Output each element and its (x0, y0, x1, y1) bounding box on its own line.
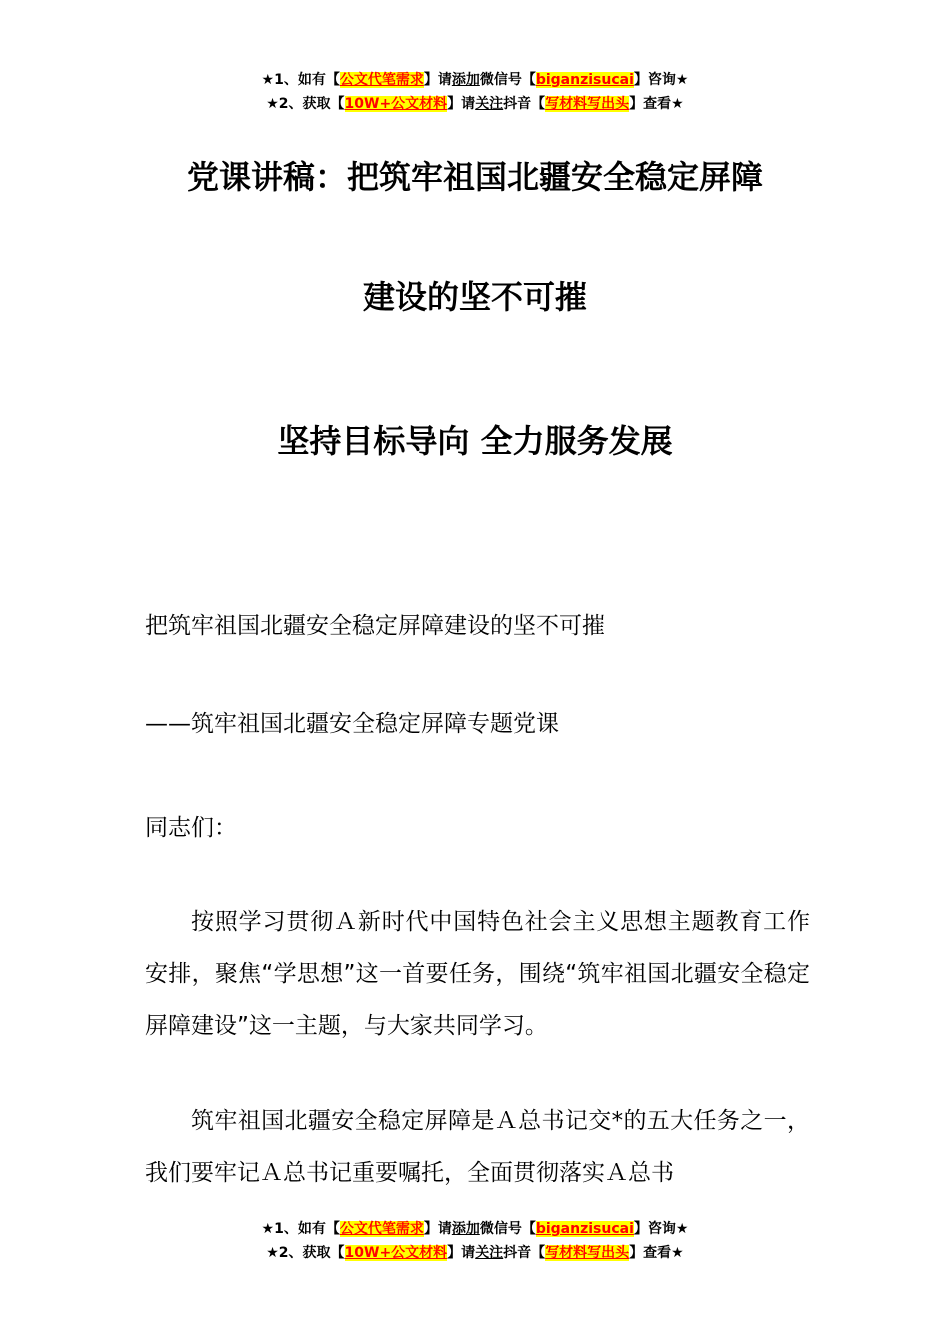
greeting: 同志们： (145, 815, 237, 841)
banner-text: 】咨询★ (633, 1221, 689, 1237)
banner-text: 】请 (423, 72, 452, 88)
banner-highlight: biganzisucai (535, 1221, 634, 1237)
banner-highlight: 10W+公文材料 (344, 1245, 448, 1261)
banner-highlight: 10W+公文材料 (344, 96, 448, 112)
body-heading: 把筑牢祖国北疆安全稳定屏障建设的坚不可摧 (145, 613, 605, 639)
banner-highlight: 写材料写出头 (545, 1245, 630, 1261)
banner-text: 抖音【 (503, 1245, 546, 1261)
banner-underline: 添加 (451, 1221, 480, 1237)
banner-highlight: 公文代笔需求 (339, 72, 424, 88)
banner-text: ★2、获取【 (266, 96, 345, 112)
banner-text: ★1、如有【 (261, 72, 340, 88)
banner-line-1 (0, 1217, 950, 1241)
footer-banner (0, 1217, 950, 1265)
banner-underline: 关注 (475, 1245, 504, 1261)
banner-text: 】查看★ (629, 96, 684, 112)
banner-underline: 添加 (451, 72, 480, 88)
body-paragraph-2: 筑牢祖国北疆安全稳定屏障是Ａ总书记交*的五大任务之一，我们要牢记Ａ总书记重要嘱托，全面贯彻落实Ａ总书 (145, 1108, 810, 1186)
banner-text: 】请 (423, 1221, 452, 1237)
banner-line-1 (0, 68, 950, 92)
banner-highlight: biganzisucai (535, 72, 634, 88)
banner-text: ★1、如有【 (261, 1221, 340, 1237)
banner-highlight: 写材料写出头 (545, 96, 630, 112)
document-title-line-1: 党课讲稿：把筑牢祖国北疆安全稳定屏障 (186, 158, 763, 196)
banner-text: 】咨询★ (633, 72, 689, 88)
document-subtitle: 坚持目标导向 全力服务发展 (277, 422, 673, 460)
body-paragraph-1: 按照学习贯彻Ａ新时代中国特色社会主义思想主题教育工作安排，聚焦“学思想”这一首要任务，围绕“筑牢祖国北疆安全稳定屏障建设”这一主题，与大家共同学习。 (145, 909, 810, 1039)
banner-underline: 关注 (475, 96, 504, 112)
banner-text: 】查看★ (629, 1245, 684, 1261)
banner-text: 】请 (447, 1245, 476, 1261)
banner-text: 微信号【 (479, 72, 536, 88)
banner-text: 】请 (447, 96, 476, 112)
banner-text: 微信号【 (479, 1221, 536, 1237)
body-subheading: ——筑牢祖国北疆安全稳定屏障专题党课 (145, 711, 559, 737)
banner-highlight: 公文代笔需求 (339, 1221, 424, 1237)
header-banner (0, 68, 950, 116)
banner-line-2 (0, 1241, 950, 1265)
banner-text: 抖音【 (503, 96, 546, 112)
banner-line-2 (0, 92, 950, 116)
banner-text: ★2、获取【 (266, 1245, 345, 1261)
document-title-line-2: 建设的坚不可摧 (362, 278, 587, 316)
